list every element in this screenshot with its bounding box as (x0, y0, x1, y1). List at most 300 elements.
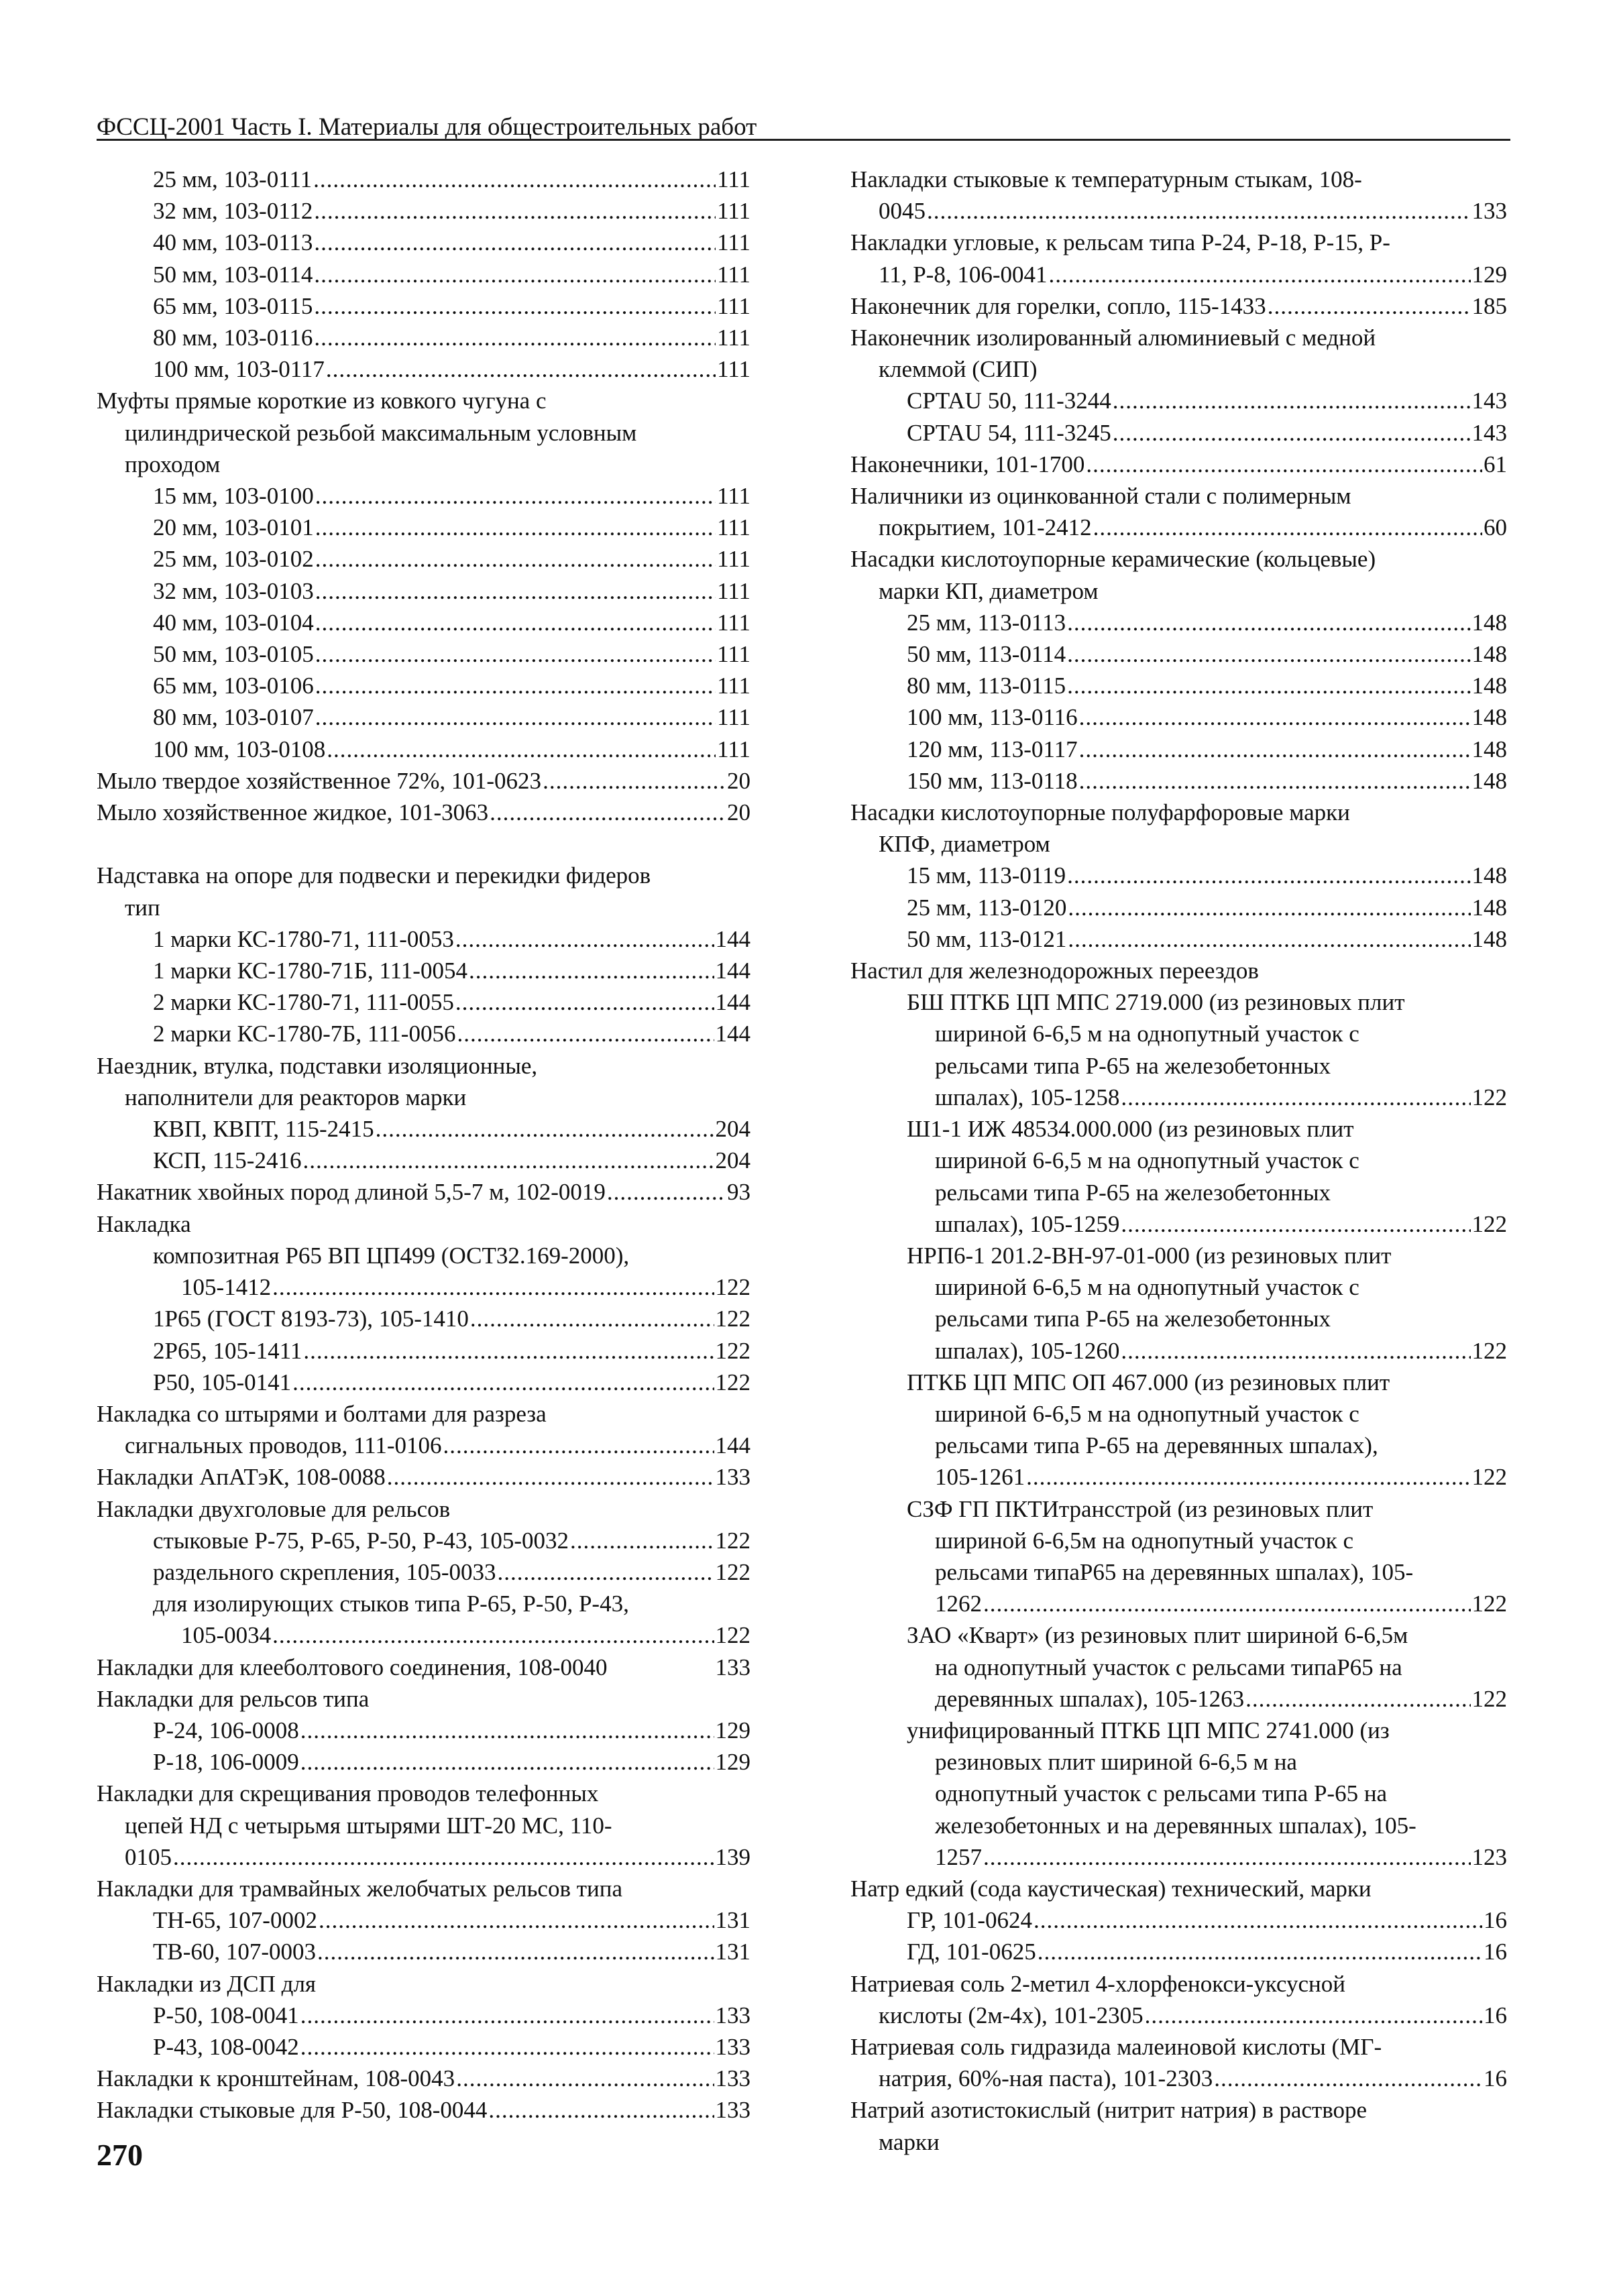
dot-leader (1093, 512, 1482, 543)
index-entry (97, 417, 750, 449)
index-entry-page: 16 (1484, 2002, 1507, 2028)
dot-leader (1068, 923, 1470, 955)
index-entry-text: шириной 6-6,5м на однопутный участок с (935, 1527, 1354, 1554)
index-entry-page: 129 (1471, 261, 1507, 288)
index-entry-text: 100 мм, 103-0117 (153, 356, 325, 383)
dot-leader (317, 1936, 714, 1967)
index-entry-page: 148 (1471, 704, 1507, 731)
dot-leader (1245, 1683, 1470, 1715)
index-entry-page: 129 (715, 1749, 750, 1776)
index-entry (97, 1810, 750, 1841)
index-entry (97, 1398, 750, 1430)
index-entry-text: 1 марки КС-1780-71Б, 111-0054 (153, 958, 467, 984)
index-entry-text: Мыло твердое хозяйственное 72%, 101-0623 (97, 767, 542, 794)
index-entry (97, 2094, 750, 2126)
index-entry-text: БШ ПТКБ ЦП МПС 2719.000 (из резиновых плит (907, 989, 1405, 1016)
dot-leader (1034, 1904, 1482, 1936)
dot-leader (455, 923, 714, 955)
index-entry-text: 20 мм, 103-0101 (153, 514, 314, 541)
index-entry-text: 40 мм, 103-0113 (153, 229, 313, 256)
index-entry (97, 2031, 750, 2063)
index-entry (850, 986, 1507, 1018)
index-entry-text: рельсами типа Р-65 на железобетонных (935, 1306, 1331, 1332)
index-entry-text: Ш1-1 ИЖ 48534.000.000 (из резиновых плит (907, 1116, 1354, 1143)
index-entry (850, 1746, 1507, 1778)
dot-leader (1026, 1461, 1470, 1493)
dot-leader (173, 1841, 714, 1873)
index-entry-page: 61 (1484, 451, 1507, 477)
index-entry-text: Надставка на опоре для подвески и перекидки фидеров (97, 862, 651, 889)
index-entry (97, 353, 750, 385)
index-entry (97, 1936, 750, 1967)
index-entry (97, 1619, 750, 1651)
dot-leader (300, 2000, 714, 2031)
index-entry (97, 955, 750, 986)
index-entry-page: 148 (1471, 736, 1507, 762)
index-entry-text: шириной 6-6,5 м на однопутный участок с (935, 1274, 1359, 1301)
index-entry-page: 122 (715, 1306, 750, 1332)
index-entry (850, 1493, 1507, 1525)
index-entry-text: покрытием, 101-2412 (879, 514, 1092, 541)
index-entry (850, 797, 1507, 828)
index-entry (97, 1050, 750, 1082)
blank-line (97, 828, 750, 860)
index-entry (850, 2094, 1507, 2126)
index-entry-text: КСП, 115-2416 (153, 1147, 302, 1174)
dot-leader (1268, 290, 1471, 322)
index-entry-text: натрия, 60%-ная паста), 101-2303 (879, 2065, 1213, 2092)
index-entry (850, 607, 1507, 638)
index-entry-text: 150 мм, 113-0118 (907, 767, 1078, 794)
index-entry (850, 1968, 1507, 2000)
index-entry (850, 670, 1507, 701)
index-entry-text: Р-24, 106-0008 (153, 1717, 299, 1743)
dot-leader (1079, 765, 1471, 797)
index-entry-page: 144 (715, 1432, 750, 1459)
index-entry-page: 133 (1471, 198, 1507, 225)
dot-leader (314, 259, 716, 290)
index-entry-text: 1 марки КС-1780-71, 111-0053 (153, 925, 454, 952)
index-entry (850, 1050, 1507, 1082)
index-entry (850, 449, 1507, 480)
index-entry (850, 1904, 1507, 1936)
index-entry-page: 131 (715, 1907, 750, 1934)
index-entry (850, 259, 1507, 290)
index-entry (97, 1588, 750, 1619)
index-entry-text: КВП, КВПТ, 115-2415 (153, 1116, 374, 1143)
dot-leader (315, 638, 716, 670)
dot-leader (292, 1367, 714, 1398)
index-entry-text: 0045 (879, 198, 926, 225)
index-entry-page: 111 (717, 198, 750, 225)
index-entry-text: клеммой (СИП) (879, 356, 1038, 383)
index-entry-text: 105-1261 (935, 1464, 1025, 1491)
index-entry (850, 923, 1507, 955)
index-entry-page: 111 (717, 704, 750, 731)
index-entry (97, 1778, 750, 1809)
dot-leader (1048, 259, 1470, 290)
index-entry-page: 144 (715, 958, 750, 984)
index-entry (97, 765, 750, 797)
index-entry (850, 765, 1507, 797)
index-entry-text: Накладки для трамвайных желобчатых рельсов типа (97, 1875, 623, 1902)
index-entry (850, 1018, 1507, 1049)
index-entry (97, 638, 750, 670)
index-entry (850, 1208, 1507, 1240)
index-entry (850, 1271, 1507, 1303)
index-entry-text: проходом (125, 451, 221, 477)
index-entry (850, 701, 1507, 733)
dot-leader (1068, 892, 1470, 923)
index-entry (97, 259, 750, 290)
dot-leader (314, 227, 716, 258)
index-entry-text: Накладки двухголовые для рельсов (97, 1495, 451, 1522)
dot-leader (1113, 385, 1471, 416)
dot-leader (983, 1588, 1471, 1619)
index-entry-text: Натриевая соль гидразида малеиновой кислоты (МГ- (850, 2033, 1382, 2060)
index-entry-text: 100 мм, 103-0108 (153, 736, 326, 762)
index-entry (850, 1683, 1507, 1715)
index-entry (850, 1177, 1507, 1208)
index-entry-text: 1Р65 (ГОСТ 8193-73), 105-1410 (153, 1306, 469, 1332)
index-entry (97, 543, 750, 575)
index-entry (850, 1810, 1507, 1841)
index-entry (850, 2063, 1507, 2094)
index-entry-text: ТВ-60, 107-0003 (153, 1939, 317, 1965)
dot-leader (300, 1715, 714, 1746)
index-entry-text: Настил для железнодорожных переездов (850, 958, 1259, 984)
dot-leader (315, 480, 716, 512)
index-entry (97, 2063, 750, 2094)
index-entry (850, 1240, 1507, 1271)
dot-leader (443, 1430, 714, 1461)
index-entry-page: 133 (715, 1464, 750, 1491)
dot-leader (1067, 638, 1470, 670)
index-entry-page: 111 (717, 673, 750, 699)
index-entry-text: железобетонных и на деревянных шпалах), 105- (935, 1812, 1416, 1839)
dot-leader (272, 1619, 714, 1651)
dot-leader (607, 1176, 726, 1208)
index-entry-text: 120 мм, 113-0117 (907, 736, 1078, 762)
dot-leader (488, 2094, 714, 2126)
dot-leader (1067, 607, 1470, 638)
index-entry (850, 1588, 1507, 1619)
index-column-right (850, 164, 1507, 2158)
dot-leader (387, 1461, 714, 1493)
dot-leader (570, 1525, 714, 1556)
index-entry-text: 50 мм, 113-0114 (907, 641, 1066, 668)
index-entry-text: на однопутный участок с рельсами типаР65 на (935, 1654, 1402, 1680)
index-entry-page: 16 (1484, 1907, 1507, 1934)
running-header: ФССЦ-2001 Часть I. Материалы для общестроительных работ (97, 113, 757, 141)
index-entry (850, 417, 1507, 449)
dot-leader (1145, 2000, 1482, 2031)
index-entry (850, 638, 1507, 670)
dot-leader (1086, 449, 1482, 480)
index-entry-text: Натрий азотистокислый (нитрит натрия) в растворе (850, 2097, 1368, 2124)
dot-leader (327, 734, 716, 765)
index-entry-text: Р-18, 106-0009 (153, 1749, 299, 1776)
index-entry-text: 80 мм, 103-0107 (153, 704, 314, 731)
index-entry (97, 1904, 750, 1936)
index-entry-text: шпалах), 105-1258 (935, 1084, 1120, 1110)
index-entry-text: 25 мм, 103-0102 (153, 546, 314, 573)
index-entry-page: 122 (715, 1622, 750, 1649)
index-entry-text: цепей НД с четырьмя штырями ШТ-20 МС, 110- (125, 1812, 612, 1839)
index-entry-text: Муфты прямые короткие из ковкого чугуна с (97, 388, 547, 414)
index-entry (850, 480, 1507, 512)
index-entry-text: Накладки для клееболтового соединения, 108-0040 (97, 1654, 608, 1680)
index-entry (97, 290, 750, 322)
index-entry-text: 1257 (935, 1843, 982, 1870)
index-entry-text: 2 марки КС-1780-71, 111-0055 (153, 989, 454, 1016)
index-entry (850, 1525, 1507, 1556)
index-entry-page: 133 (715, 2002, 750, 2028)
index-entry-text: резиновых плит шириной 6-6,5 м на (935, 1749, 1297, 1776)
index-entry (850, 1873, 1507, 1904)
index-entry-text: 50 мм, 113-0121 (907, 925, 1067, 952)
index-entry-text: деревянных шпалах), 105-1263 (935, 1685, 1245, 1712)
index-entry-text: ТН-65, 107-0002 (153, 1907, 317, 1934)
index-entry (850, 1936, 1507, 1967)
index-entry-text: Наконечники, 101-1700 (850, 451, 1085, 477)
index-entry-page: 60 (1484, 514, 1507, 541)
dot-leader (1121, 1082, 1470, 1113)
dot-leader (457, 1018, 714, 1049)
index-entry-text: раздельного скрепления, 105-0033 (153, 1558, 496, 1585)
index-entry-page: 111 (717, 325, 750, 351)
dot-leader (1079, 734, 1471, 765)
index-entry-page: 131 (715, 1939, 750, 1965)
index-entry (850, 164, 1507, 195)
index-entry (97, 1556, 750, 1588)
index-entry (850, 1556, 1507, 1588)
index-entry (850, 955, 1507, 986)
dot-leader (326, 353, 716, 385)
index-entry (97, 1176, 750, 1208)
index-entry-text: ЗАО «Кварт» (из резиновых плит шириной 6-6,5м (907, 1622, 1408, 1649)
index-entry (850, 1461, 1507, 1493)
index-entry (97, 480, 750, 512)
index-entry-page: 111 (717, 356, 750, 383)
index-entry-page: 122 (1471, 1685, 1507, 1712)
dot-leader (927, 195, 1471, 227)
index-entry (97, 1208, 750, 1240)
index-entry-text: Наконечник для горелки, сопло, 115-1433 (850, 292, 1266, 319)
index-entry-text: наполнители для реакторов марки (125, 1084, 467, 1110)
index-entry-page: 111 (717, 483, 750, 510)
index-entry-text: марки (879, 2128, 940, 2155)
index-entry (97, 2000, 750, 2031)
index-entry (97, 1430, 750, 1461)
index-entry (850, 1715, 1507, 1746)
index-entry-page: 133 (715, 1654, 750, 1680)
index-entry-page: 204 (715, 1147, 750, 1174)
index-entry-page: 122 (715, 1337, 750, 1364)
index-entry (850, 227, 1507, 258)
index-entry-text: рельсами типа Р-65 на деревянных шпалах), (935, 1432, 1378, 1459)
index-entry (850, 734, 1507, 765)
index-entry-text: 2Р65, 105-1411 (153, 1337, 302, 1364)
index-entry-page: 111 (717, 577, 750, 604)
index-entry-text: Наконечник изолированный алюминиевый с медной (850, 325, 1376, 351)
index-entry (97, 797, 750, 828)
index-entry-page: 122 (1471, 1210, 1507, 1237)
index-entry-text: Накладки для рельсов типа (97, 1685, 370, 1712)
index-entry-text: 105-0034 (181, 1622, 272, 1649)
index-entry-page: 148 (1471, 641, 1507, 668)
index-entry-text: кислоты (2м-4х), 101-2305 (879, 2002, 1144, 2028)
dot-leader (1113, 417, 1471, 449)
index-entry (97, 512, 750, 543)
index-entry-text: 40 мм, 103-0104 (153, 609, 314, 636)
index-entry (850, 1145, 1507, 1176)
index-entry-text: Накладки стыковые для Р-50, 108-0044 (97, 2097, 488, 2124)
index-entry (97, 1715, 750, 1746)
index-entry (850, 1303, 1507, 1334)
index-entry-text: ПТКБ ЦП МПС ОП 467.000 (из резиновых плит (907, 1369, 1390, 1395)
dot-leader (469, 955, 714, 986)
index-entry (850, 1652, 1507, 1683)
index-entry (97, 1271, 750, 1303)
index-entry (850, 575, 1507, 607)
index-entry-page: 111 (717, 736, 750, 762)
index-entry-text: 80 мм, 113-0115 (907, 673, 1066, 699)
dot-leader (272, 1271, 714, 1303)
dot-leader (455, 986, 714, 1018)
dot-leader (315, 512, 716, 543)
index-entry (97, 385, 750, 416)
dot-leader (497, 1556, 714, 1588)
index-entry-text: Р50, 105-0141 (153, 1369, 292, 1395)
index-entry-page: 144 (715, 989, 750, 1016)
index-entry-text: однопутный участок с рельсами типа Р-65 на (935, 1780, 1388, 1807)
dot-leader (314, 195, 716, 227)
dot-leader (303, 1335, 714, 1367)
dot-leader (315, 543, 716, 575)
index-entry (97, 1841, 750, 1873)
index-entry (97, 1461, 750, 1493)
index-entry-page: 122 (1471, 1084, 1507, 1110)
index-entry-page: 148 (1471, 767, 1507, 794)
index-entry (850, 2126, 1507, 2158)
index-entry-text: шириной 6-6,5 м на однопутный участок с (935, 1021, 1359, 1047)
index-entry (97, 1240, 750, 1271)
index-entry (97, 1746, 750, 1778)
index-entry (850, 543, 1507, 575)
index-entry-page: 139 (715, 1843, 750, 1870)
index-entry-text: Р-50, 108-0041 (153, 2002, 299, 2028)
index-entry-text: 0105 (125, 1843, 172, 1870)
index-entry-text: CPTAU 50, 111-3244 (907, 388, 1111, 414)
index-entry-text: марки КП, диаметром (879, 577, 1099, 604)
index-entry-page: 185 (1471, 292, 1507, 319)
index-entry-page: 122 (1471, 1464, 1507, 1491)
index-entry-page: 144 (715, 925, 750, 952)
index-entry-page: 122 (715, 1369, 750, 1395)
index-entry-text: цилиндрической резьбой максимальным условным (125, 419, 637, 446)
index-entry-text: 100 мм, 113-0116 (907, 704, 1078, 731)
index-entry (850, 195, 1507, 227)
index-entry-text: НРП6-1 201.2-ВН-97-01-000 (из резиновых плит (907, 1242, 1392, 1269)
index-entry-page: 93 (727, 1179, 750, 1206)
index-entry-text: 65 мм, 103-0106 (153, 673, 314, 699)
index-entry (97, 1525, 750, 1556)
dot-leader (313, 164, 716, 195)
index-entry (97, 607, 750, 638)
dot-leader (314, 290, 716, 322)
dot-leader (543, 765, 726, 797)
index-entry-text: Накладка со штырями и болтами для разреза (97, 1400, 547, 1427)
index-entry (97, 1683, 750, 1715)
index-entry-page: 20 (727, 767, 750, 794)
index-entry (97, 892, 750, 923)
index-entry (850, 2031, 1507, 2063)
index-entry-text: сигнальных проводов, 111-0106 (125, 1432, 442, 1459)
index-entry (97, 227, 750, 258)
index-entry-text: 65 мм, 103-0115 (153, 292, 313, 319)
index-entry (850, 512, 1507, 543)
index-entry (97, 164, 750, 195)
index-entry-page: 111 (717, 292, 750, 319)
index-entry-text: Насадки кислотоупорные керамические (кольцевые) (850, 546, 1376, 573)
index-entry-text: 50 мм, 103-0105 (153, 641, 314, 668)
index-column-left (97, 164, 750, 2126)
index-entry-text: 32 мм, 103-0112 (153, 198, 313, 225)
index-entry-text: Натриевая соль 2-метил 4-хлорфенокси-уксусной (850, 1970, 1345, 1997)
index-entry-text: 50 мм, 103-0114 (153, 261, 313, 288)
index-entry-text: ГД, 101-0625 (907, 1939, 1036, 1965)
index-entry-text: композитная Р65 ВП ЦП499 (ОСТ32.169-2000), (153, 1242, 630, 1269)
index-entry-page: 148 (1471, 862, 1507, 889)
index-entry-page: 143 (1471, 419, 1507, 446)
index-entry (97, 1113, 750, 1145)
index-entry-text: Мыло хозяйственное жидкое, 101-3063 (97, 799, 489, 826)
index-entry-text: Насадки кислотоупорные полуфарфоровые марки (850, 799, 1350, 826)
index-entry-text: рельсами типа Р-65 на железобетонных (935, 1052, 1331, 1079)
page-number: 270 (97, 2138, 143, 2172)
dot-leader (1079, 701, 1471, 733)
index-entry-page: 122 (1471, 1337, 1507, 1364)
index-entry (97, 860, 750, 891)
index-entry-text: 11, Р-8, 106-0041 (879, 261, 1048, 288)
index-entry (97, 575, 750, 607)
index-entry-text: шириной 6-6,5 м на однопутный участок с (935, 1147, 1359, 1174)
index-entry-text: КПФ, диаметром (879, 831, 1050, 858)
index-entry-page: 111 (717, 546, 750, 573)
index-entry-text: Накладки угловые, к рельсам типа Р-24, Р-18, Р-15, Р- (850, 229, 1390, 256)
dot-leader (1121, 1208, 1470, 1240)
index-entry-text: Накладка (97, 1210, 191, 1237)
index-entry-page: 133 (715, 2033, 750, 2060)
index-entry-page: 111 (717, 609, 750, 636)
index-entry-text: 2 марки КС-1780-7Б, 111-0056 (153, 1021, 456, 1047)
index-entry-text: Накладки АпАТэК, 108-0088 (97, 1464, 386, 1491)
index-entry-text: Накладки для скрещивания проводов телефонных (97, 1780, 599, 1807)
index-entry (97, 449, 750, 480)
index-entry-text: шпалах), 105-1259 (935, 1210, 1120, 1237)
index-entry-page: 123 (1471, 1843, 1507, 1870)
index-entry (97, 1968, 750, 2000)
index-entry (850, 1398, 1507, 1430)
index-entry (850, 1335, 1507, 1367)
index-entry-text: Р-43, 108-0042 (153, 2033, 299, 2060)
dot-leader (1067, 670, 1470, 701)
index-entry-text: 15 мм, 113-0119 (907, 862, 1066, 889)
index-entry-text: Наличники из оцинкованной стали с полимерным (850, 483, 1351, 510)
index-entry (850, 385, 1507, 416)
index-entry-page: 143 (1471, 388, 1507, 414)
